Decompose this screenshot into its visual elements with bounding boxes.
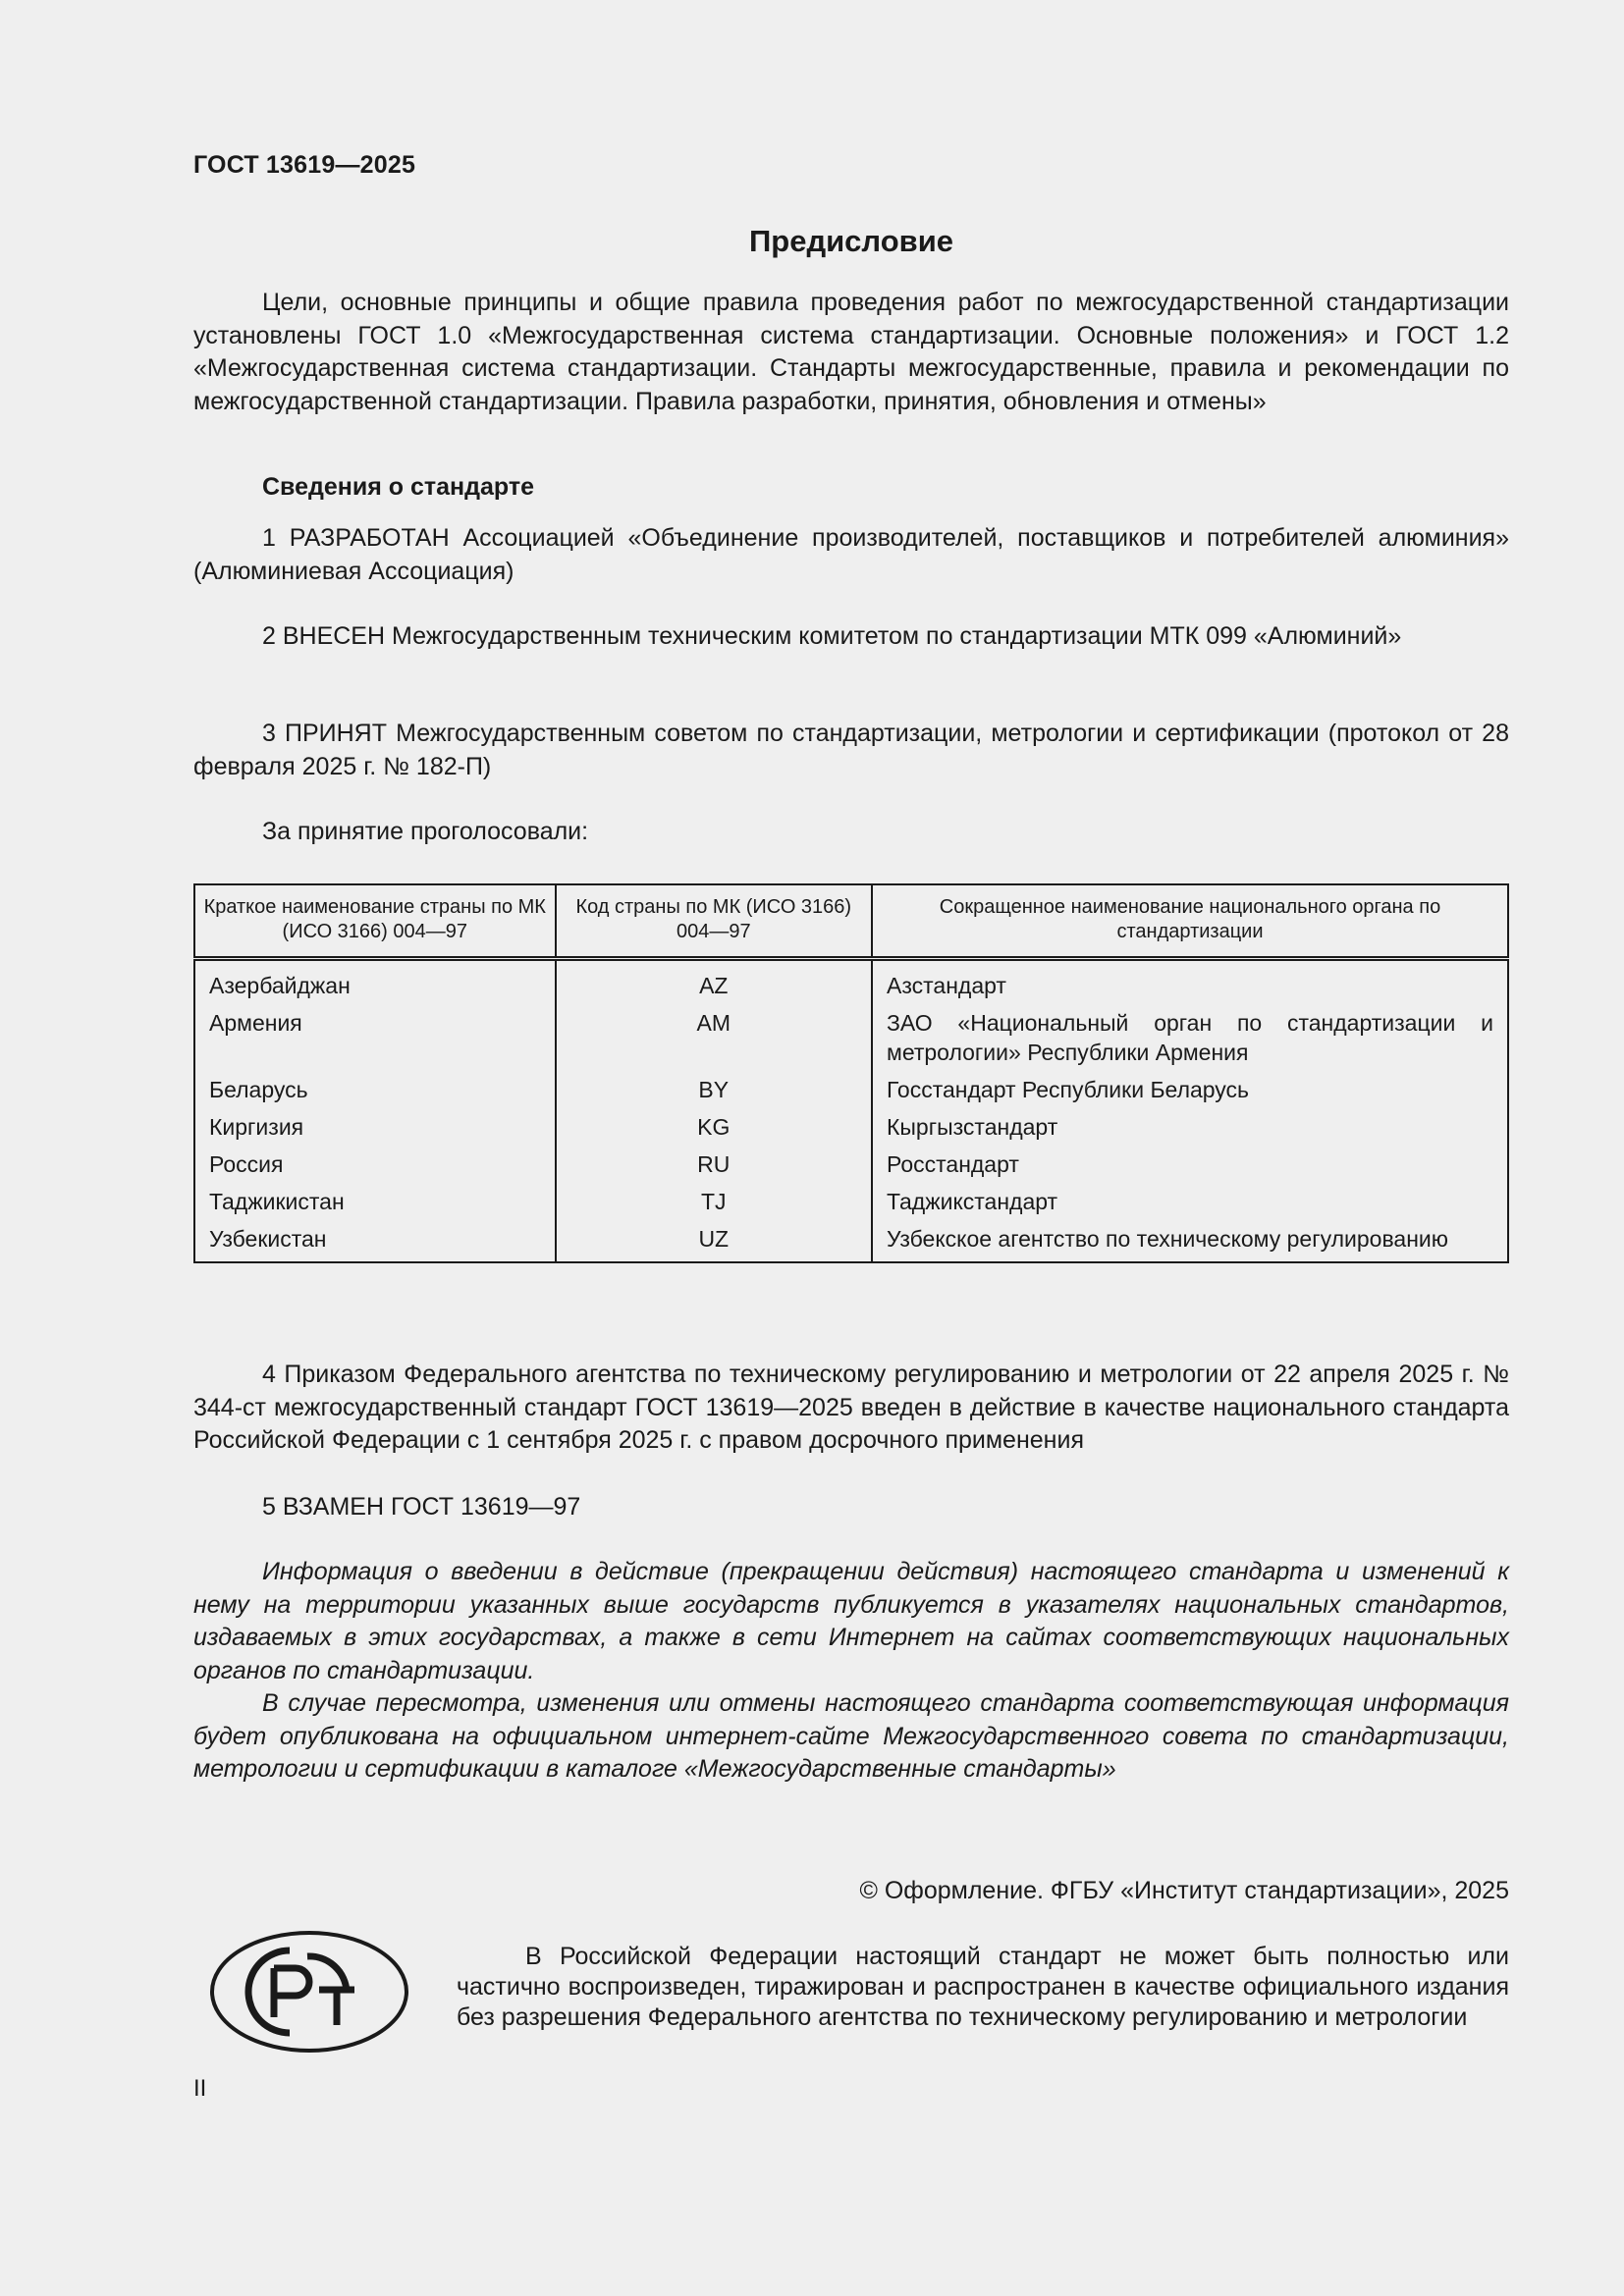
cell-country: Азербайджан: [194, 959, 556, 1005]
item-submitted: 2 ВНЕСЕН Межгосударственным техническим комитетом по стандартизации МТК 099 «Алюминий»: [262, 622, 1402, 650]
cell-country: Армения: [194, 1004, 556, 1071]
note-publication-info: Информация о введении в действие (прекращении действия) настоящего стандарта и изменений к нему на территории указанных выше государств публикуется в указателях национальных стандартов, издаваемых в этих государствах, а также в сети Интернет на сайтах соответствующих национальных органов по стандартизации.: [193, 1558, 1509, 1684]
cell-code: KG: [556, 1108, 872, 1146]
cell-organization: Азстандарт: [872, 959, 1508, 1005]
column-header-code: Код страны по МК (ИСО 3166) 004—97: [556, 884, 872, 959]
item-enacted: 4 Приказом Федерального агентства по техническому регулированию и метрологии от 22 апреля 2025 г. № 344-ст межгосударственный стандарт ГОСТ 13619—2025 введен в действие в качестве национального стандарта Российской Федерации с 1 сентября 2025 г. с правом досрочного применения: [193, 1361, 1509, 1454]
rst-certification-logo-icon: [209, 1929, 409, 2055]
cell-country: Беларусь: [194, 1071, 556, 1108]
table-row: [194, 1220, 1508, 1262]
cell-code: RU: [556, 1146, 872, 1183]
item-adopted: 3 ПРИНЯТ Межгосударственным советом по стандартизации, метрологии и сертификации (протокол от 28 февраля 2025 г. № 182-П): [193, 720, 1509, 780]
logo-text: РСТ: [209, 1929, 211, 1930]
cell-organization: Госстандарт Республики Беларусь: [872, 1071, 1508, 1108]
cell-organization: Кыргызстандарт: [872, 1108, 1508, 1146]
cell-organization: Таджикстандарт: [872, 1183, 1508, 1220]
cell-code: AZ: [556, 959, 872, 1005]
table-row: [194, 1004, 1508, 1071]
intro-paragraph: Цели, основные принципы и общие правила проведения работ по межгосударственной стандартизации установлены ГОСТ 1.0 «Межгосударственная система стандартизации. Основные положения» и ГОСТ 1.2 «Межгосударственная система стандартизации. Стандарты межгосударственные, правила и рекомендации по межгосударственной стандартизации. Правила разработки, принятия, обновления и отмены»: [193, 289, 1509, 415]
column-header-organization: Сокращенное наименование национального органа по стандартизации: [872, 884, 1508, 959]
cell-organization: ЗАО «Национальный орган по стандартизации и метрологии» Республики Армения: [872, 1004, 1508, 1071]
cell-organization: Росстандарт: [872, 1146, 1508, 1183]
voting-countries-table: [193, 883, 1509, 1263]
table-row: [194, 959, 1508, 1005]
table-row: [194, 1183, 1508, 1220]
cell-country: Таджикистан: [194, 1183, 556, 1220]
column-header-country: Краткое наименование страны по МК (ИСО 3166) 004—97: [194, 884, 556, 959]
item-replaces: 5 ВЗАМЕН ГОСТ 13619—97: [262, 1493, 581, 1521]
reproduction-rights-notice: В Российской Федерации настоящий стандарт не может быть полностью или частично воспроизведен, тиражирован и распространен в качестве официального издания без разрешения Федерального агентства по техническому регулированию и метрологии: [457, 1943, 1509, 2031]
cell-code: TJ: [556, 1183, 872, 1220]
page-title: Предисловие: [748, 224, 953, 258]
info-heading: Сведения о стандарте: [262, 473, 535, 501]
table-header-row: [194, 884, 1508, 959]
copyright-notice: © Оформление. ФГБУ «Институт стандартизации», 2025: [859, 1877, 1509, 1904]
cell-organization: Узбекское агентство по техническому регулированию: [872, 1220, 1508, 1262]
document-code-header: ГОСТ 13619—2025: [193, 151, 416, 179]
table-row: [194, 1071, 1508, 1108]
cell-country: Россия: [194, 1146, 556, 1183]
page-number: II: [193, 2075, 207, 2102]
note-revision-info: В случае пересмотра, изменения или отмены настоящего стандарта соответствующая информация будет опубликована на официальном интернет-сайте Межгосударственного совета по стандартизации, метрологии и сертификации в каталоге «Межгосударственные стандарты»: [193, 1689, 1509, 1783]
table-row: [194, 1108, 1508, 1146]
item-developed: 1 РАЗРАБОТАН Ассоциацией «Объединение производителей, поставщиков и потребителей алюминия» (Алюминиевая Ассоциация): [193, 524, 1509, 585]
document-page: [193, 0, 1509, 2296]
table-row: [194, 1146, 1508, 1183]
cell-country: Киргизия: [194, 1108, 556, 1146]
cell-code: AM: [556, 1004, 872, 1071]
cell-country: Узбекистан: [194, 1220, 556, 1262]
cell-code: UZ: [556, 1220, 872, 1262]
cell-code: BY: [556, 1071, 872, 1108]
voted-label: За принятие проголосовали:: [262, 818, 589, 845]
